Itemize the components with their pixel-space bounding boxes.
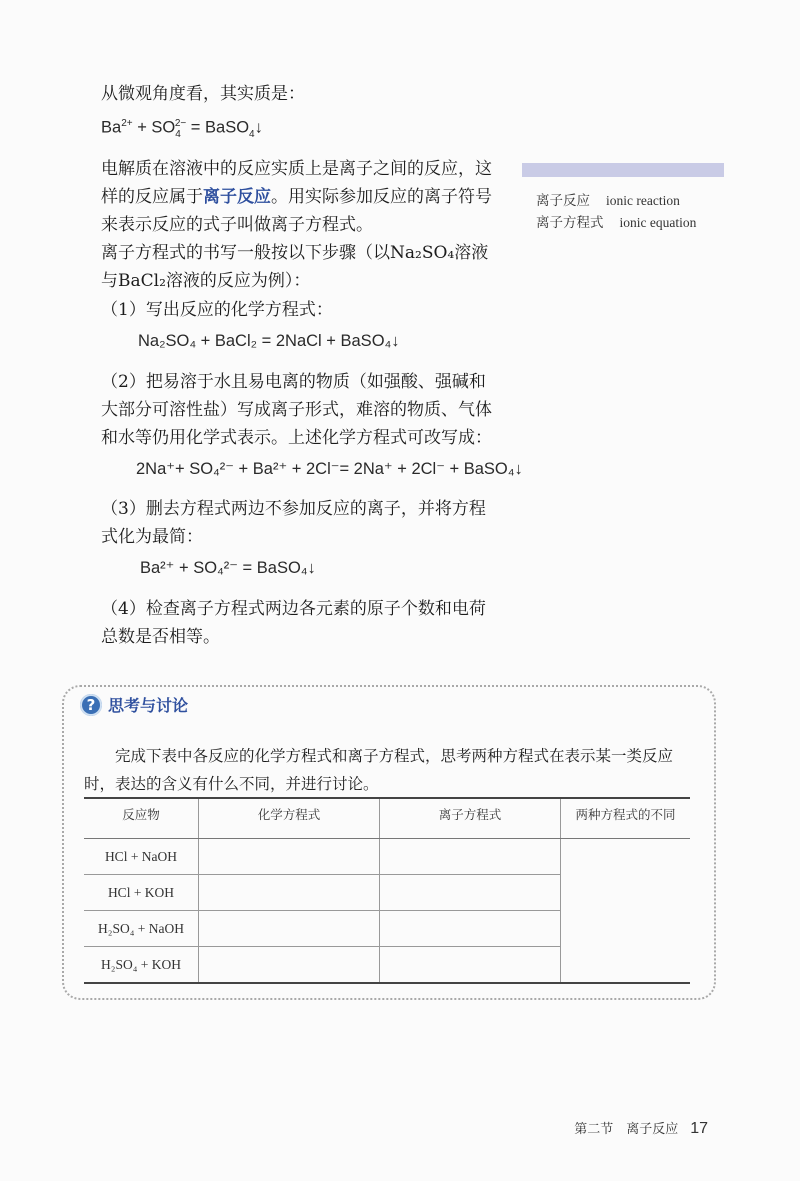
paragraph-steps-intro: 离子方程式的书写一般按以下步骤（以Na₂SO₄溶液与BaCl₂溶液的反应为例）： [101,243,489,291]
reactant-cell: H₂SO₄ + NaOH [84,911,199,947]
page-footer [574,1118,708,1138]
chemical-equation-cell[interactable] [199,875,380,911]
paragraph-ionic-reaction: 电解质在溶液中的反应实质上是离子之间的反应，这样的反应属于离子反应。用实际参加反应的离子符号来表示反应的式子叫做离子方程式。 [101,159,492,235]
header-difference: 两种方程式的不同 [561,798,691,839]
reactant-cell: H₂SO₄ + KOH [84,947,199,984]
equation-step-2: 2Na⁺+ SO₄²⁻ + Ba²⁺ + 2Cl⁻= 2Na⁺ + 2Cl⁻ + BaSO₄↓ [136,460,523,478]
chemical-equation-cell[interactable] [199,839,380,875]
header-ionic-equation: 离子方程式 [380,798,561,839]
term-ionic-reaction: 离子反应 [203,187,271,207]
paragraph-microscopic: 从微观角度看，其实质是： [101,84,305,104]
header-chemical-equation: 化学方程式 [199,798,380,839]
step-2: （2）把易溶于水且易电离的物质（如强酸、强碱和大部分可溶性盐）写成离子形式，难溶的物质、气体和水等仍用化学式表示。上述化学方程式可改写成： [101,372,492,448]
difference-cell[interactable] [561,839,691,984]
glossary-item: 离子反应 ionic reaction [536,193,680,209]
table-row [84,839,690,875]
ionic-equation-cell[interactable] [380,875,561,911]
chemical-equation-cell[interactable] [199,947,380,984]
ionic-equation-cell[interactable] [380,947,561,984]
equation-step-1: Na₂SO₄ + BaCl₂ = 2NaCl + BaSO₄↓ [138,332,400,350]
chemical-equation-cell[interactable] [199,911,380,947]
sidebar-accent-bar [522,163,724,177]
discussion-title [80,693,188,716]
ionic-equation-cell[interactable] [380,839,561,875]
reactant-cell: HCl + KOH [84,875,199,911]
header-reactants: 反应物 [84,798,199,839]
step-1: （1）写出反应的化学方程式： [101,300,333,320]
step-3: （3）删去方程式两边不参加反应的离子，并将方程式化为最简： [101,499,486,547]
question-icon: ? [80,694,102,716]
discussion-text: 完成下表中各反应的化学方程式和离子方程式，思考两种方程式在表示某一类反应时，表达的含义有什么不同，并进行讨论。 [84,747,674,793]
discussion-title-text: 思考与讨论 [108,696,189,715]
footer-section: 第二节 离子反应 [574,1122,679,1137]
reactant-cell: HCl + NaOH [84,839,199,875]
glossary [536,190,696,234]
table-header-row [84,798,690,839]
ionic-equation-cell[interactable] [380,911,561,947]
equation-ba-so4: $Ba^{2+} + SO_4^{2-}$ = BaSO$_4$↓ [101,118,263,140]
equation-step-3: Ba²⁺ + SO₄²⁻ = BaSO₄↓ [140,559,316,577]
page-number: 17 [690,1120,708,1137]
step-4: （4）检查离子方程式两边各元素的原子个数和电荷总数是否相等。 [101,599,486,647]
glossary-item: 离子方程式 ionic equation [536,215,697,231]
equations-table [84,797,690,984]
